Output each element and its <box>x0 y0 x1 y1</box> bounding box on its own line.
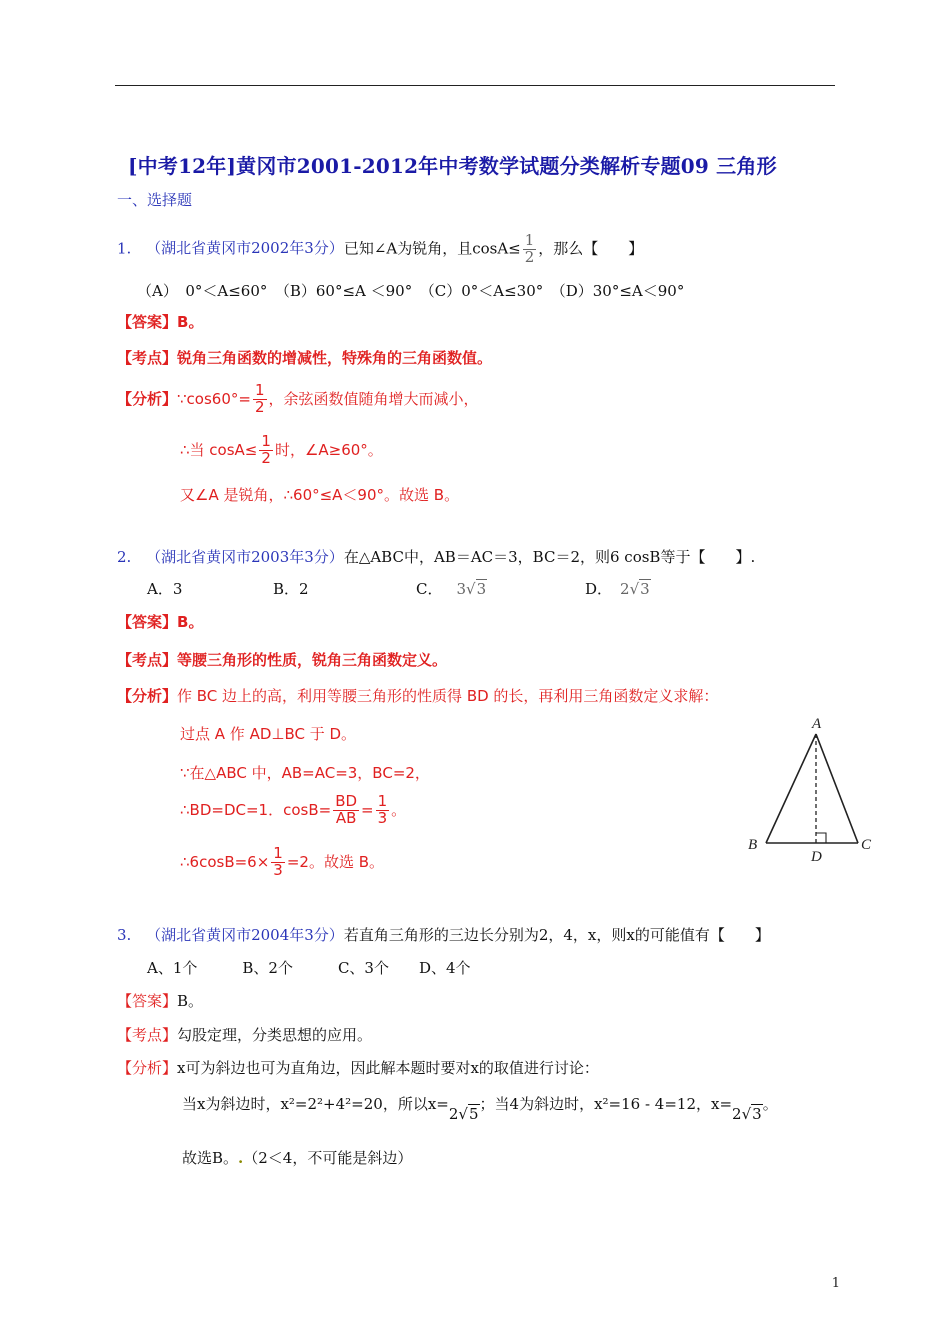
q1-analysis-line-3: 又∠A 是锐角，∴60°≤A＜90°。故选 B。 <box>180 486 460 504</box>
analysis-tag: 【分析】 <box>117 389 178 408</box>
point-text: 等腰三角形的性质，锐角三角函数定义。 <box>177 651 448 669</box>
q2-analysis-line-0: 【分析】作 BC 边上的高，利用等腰三角形的性质得 BD 的长，再利用三角函数定义求解： <box>117 687 719 705</box>
q2-point <box>117 649 447 670</box>
question-source: （湖北省黄冈市2002年3分） <box>146 239 344 258</box>
q2-analysis-line-3: ∴BD=DC=1．cosB= $\frac{BD}{AB}$ = $\frac{1}{3}$ 。 <box>180 792 407 827</box>
answer-tag: 【答案】 <box>117 313 178 331</box>
point-text: 勾股定理，分类思想的应用。 <box>177 1026 373 1044</box>
q1-analysis-line-2: ∴当 cosA≤ $\frac{1}{2}$ 时，∠A≥60°。 <box>180 432 383 467</box>
q3-analysis-line-1: 当x为斜边时，x²=2²+4²=20，所以x=2√5；当4为斜边时，x²=16 - 4=12，x=2√3。 <box>182 1095 778 1123</box>
question-text: 在△ABC中，AB＝AC＝3，BC＝2，则6 cosB等于【 】. <box>343 548 756 566</box>
question-source: （湖北省黄冈市2003年3分） <box>146 548 344 566</box>
analysis-tag: 【分析】 <box>117 1059 178 1077</box>
question-1-options: （A） 0°＜A≤60° （B）60°≤A ＜90° （C）0°＜A≤30° （D）30°≤A＜90° <box>137 282 685 300</box>
side-ac <box>816 734 858 843</box>
question-number: 3. <box>117 926 132 944</box>
question-number: 1. <box>117 239 132 258</box>
label-d: D <box>811 849 822 865</box>
q1-analysis-line-1: 【分析】∵cos60°= $\frac{1}{2}$ ，余弦函数值随角增大而减小， <box>117 381 479 416</box>
option-b: B．2 <box>273 580 309 598</box>
option-d: D． 2√3 <box>585 580 650 598</box>
q2-answer <box>117 611 203 632</box>
answer-tag: 【答案】 <box>117 992 178 1010</box>
document-title: [中考12年]黄冈市2001-2012年中考数学试题分类解析专题09 三角形 <box>128 154 777 178</box>
option-a: A．3 <box>147 580 183 598</box>
page-number: 1 <box>831 1276 840 1291</box>
fraction-one-third: $\frac{1}{3}$ <box>273 844 283 879</box>
label-b: B <box>748 837 758 853</box>
fraction-bd-ab: $\frac{BD}{AB}$ <box>335 792 358 827</box>
q3-answer <box>117 990 203 1011</box>
answer-value: B。 <box>177 613 204 631</box>
label-c: C <box>861 837 872 853</box>
point-text: 锐角三角函数的增减性，特殊角的三角函数值。 <box>177 349 493 367</box>
point-tag: 【考点】 <box>117 651 178 669</box>
fraction-one-half: $\frac{1}{2}$ <box>254 381 265 416</box>
right-angle-mark <box>816 833 826 843</box>
answer-tag: 【答案】 <box>117 613 178 631</box>
question-text: 若直角三角形的三边长分别为2，4，x，则x的可能值有【 】 <box>343 926 770 944</box>
point-tag: 【考点】 <box>117 1026 178 1044</box>
answer-value: B。 <box>177 992 204 1010</box>
q2-analysis-line-4: ∴6cosB=6× $\frac{1}{3}$ =2。故选 B。 <box>180 844 385 879</box>
q3-point <box>117 1024 372 1045</box>
answer-value: B。 <box>177 313 204 331</box>
q1-answer <box>117 311 203 332</box>
question-source: （湖北省黄冈市2004年3分） <box>146 926 344 944</box>
analysis-tag: 【分析】 <box>117 687 178 705</box>
option-c: C． 3√3 <box>416 580 487 598</box>
question-3-stem <box>117 924 770 945</box>
point-tag: 【考点】 <box>117 349 178 367</box>
header-rule <box>115 85 835 86</box>
section-heading: 一、选择题 <box>117 191 193 209</box>
q3-analysis-line-0: 【分析】x可为斜边也可为直角边，因此解本题时要对x的取值进行讨论： <box>117 1059 599 1077</box>
fraction-one-third: $\frac{1}{3}$ <box>377 792 388 827</box>
question-2-stem <box>117 546 755 567</box>
fraction-one-half: $\frac{1}{2}$ <box>524 231 535 266</box>
question-number: 2. <box>117 548 132 566</box>
side-ab <box>766 734 816 843</box>
question-text-end: ，那么【 】 <box>538 239 644 258</box>
q1-point <box>117 347 492 368</box>
label-a: A <box>812 716 822 732</box>
question-3-options: A、1个 B、2个 C、3个 D、4个 <box>147 959 471 977</box>
fraction-one-half: $\frac{1}{2}$ <box>261 432 271 467</box>
q2-analysis-line-1: 过点 A 作 AD⊥BC 于 D。 <box>180 725 357 743</box>
question-text: 已知∠A为锐角，且cosA≤ <box>343 239 521 258</box>
triangle-figure <box>740 710 880 865</box>
q2-analysis-line-2: ∵在△ABC 中，AB=AC=3，BC=2， <box>180 764 430 782</box>
question-1-stem <box>117 233 643 266</box>
q3-analysis-line-2: 故选B。.（2＜4，不可能是斜边） <box>182 1149 413 1167</box>
